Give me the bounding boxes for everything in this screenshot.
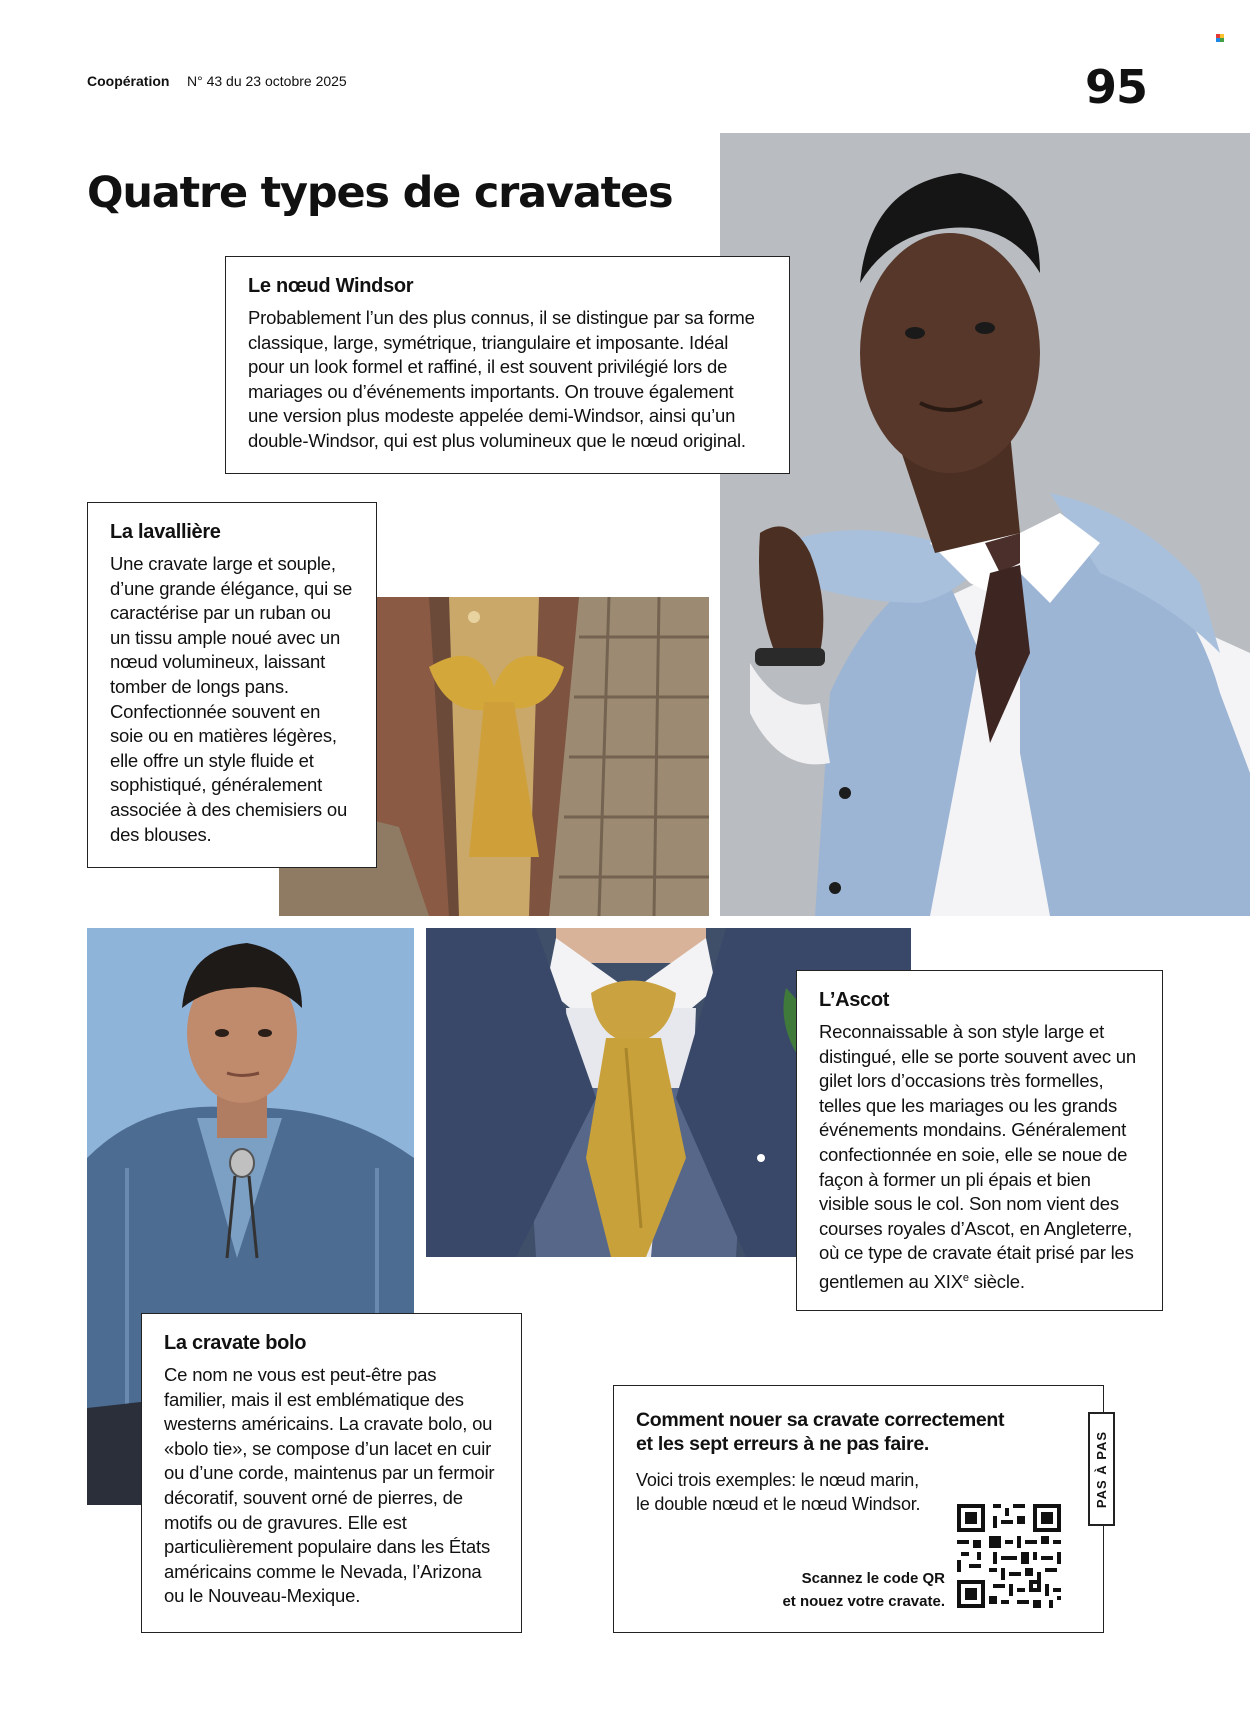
bolo-body: Ce nom ne vous est peut-être pas familier, mais il est emblématique des westerns américains. La cravate bolo, ou «bolo tie», se compose d’un lacet en cuir ou d’une corde, maintenus par un fermoir décoratif, souvent orné de pierres, de motifs ou de gravures. Elle est particulièrement populaire dans les États américains comme le Nevada, l’Arizona ou le Nouveau-Mexique. [164,1364,495,1607]
lavalliere-heading: La lavallière [110,521,221,543]
bolo-heading: La cravate bolo [164,1332,307,1354]
windsor-photo [720,133,1250,916]
ascot-body-main: Reconnaissable à son style large et distingué, elle se porte souvent avec un gilet lors d’occasions très formelles, telles que les mariages ou les grands événements mondains. Généralement confectionnée en soie, elle se noue de façon à former un pli épais et bien visible sous le col. Son nom vient des courses royales d’Ascot, en Angleterre, où ce type de cravate était prisé par les gentlemen au XIX [819,1021,1136,1293]
ascot-body [819,1020,1140,1295]
ascot-heading: L’Ascot [819,989,890,1011]
publication-name: Coopération [87,73,170,89]
ascot-body-sup: e [962,1271,969,1284]
bolo-box [141,1313,522,1633]
qr-heading-line2: et les sept erreurs à ne pas faire. [636,1433,929,1455]
qr-caption [782,1567,945,1613]
step-by-step-tab [1088,1412,1115,1526]
qr-caption-line2: et nouez votre cravate. [782,1593,945,1610]
windsor-box [225,256,790,474]
ascot-body-end: siècle. [968,1271,1025,1293]
qr-box [613,1385,1104,1633]
qr-heading-line1: Comment nouer sa cravate correctement [636,1409,1005,1431]
qr-caption-line1: Scannez le code QR [801,1570,945,1587]
page-number: 95 [1085,60,1148,114]
qr-intro-line1: Voici trois exemples: le nœud marin, [636,1470,919,1490]
windsor-heading: Le nœud Windsor [248,275,414,297]
registration-mark [1216,34,1224,42]
step-by-step-label: PAS À PAS [1094,1430,1109,1508]
article-title: Quatre types de cravates [87,168,673,218]
qr-heading [636,1408,1081,1456]
issue-info: N° 43 du 23 octobre 2025 [187,73,347,89]
windsor-body: Probablement l’un des plus connus, il se distingue par sa forme classique, large, symétrique, triangulaire et imposante. Idéal pour un look formel et raffiné, il est souvent privilégié lors de mariages ou d’événements importants. On trouve également une version plus modeste appelée demi-Windsor, ainsi qu’un double-Windsor, qui est plus volumineux que le nœud original. [248,307,755,451]
qr-intro-line2: le double nœud et le nœud Windsor. [636,1494,921,1514]
ascot-box [796,970,1163,1311]
lavalliere-box [87,502,377,868]
qr-code[interactable] [957,1504,1061,1608]
lavalliere-body: Une cravate large et souple, d’une grande élégance, qui se caractérise par un ruban ou un tissu ample noué avec un nœud volumineux, laissant tomber de longs pans. Confectionnée souvent en soie ou en matières légères, elle offre un style fluide et sophistiqué, généralement associée à des chemisiers ou des blouses. [110,553,353,845]
